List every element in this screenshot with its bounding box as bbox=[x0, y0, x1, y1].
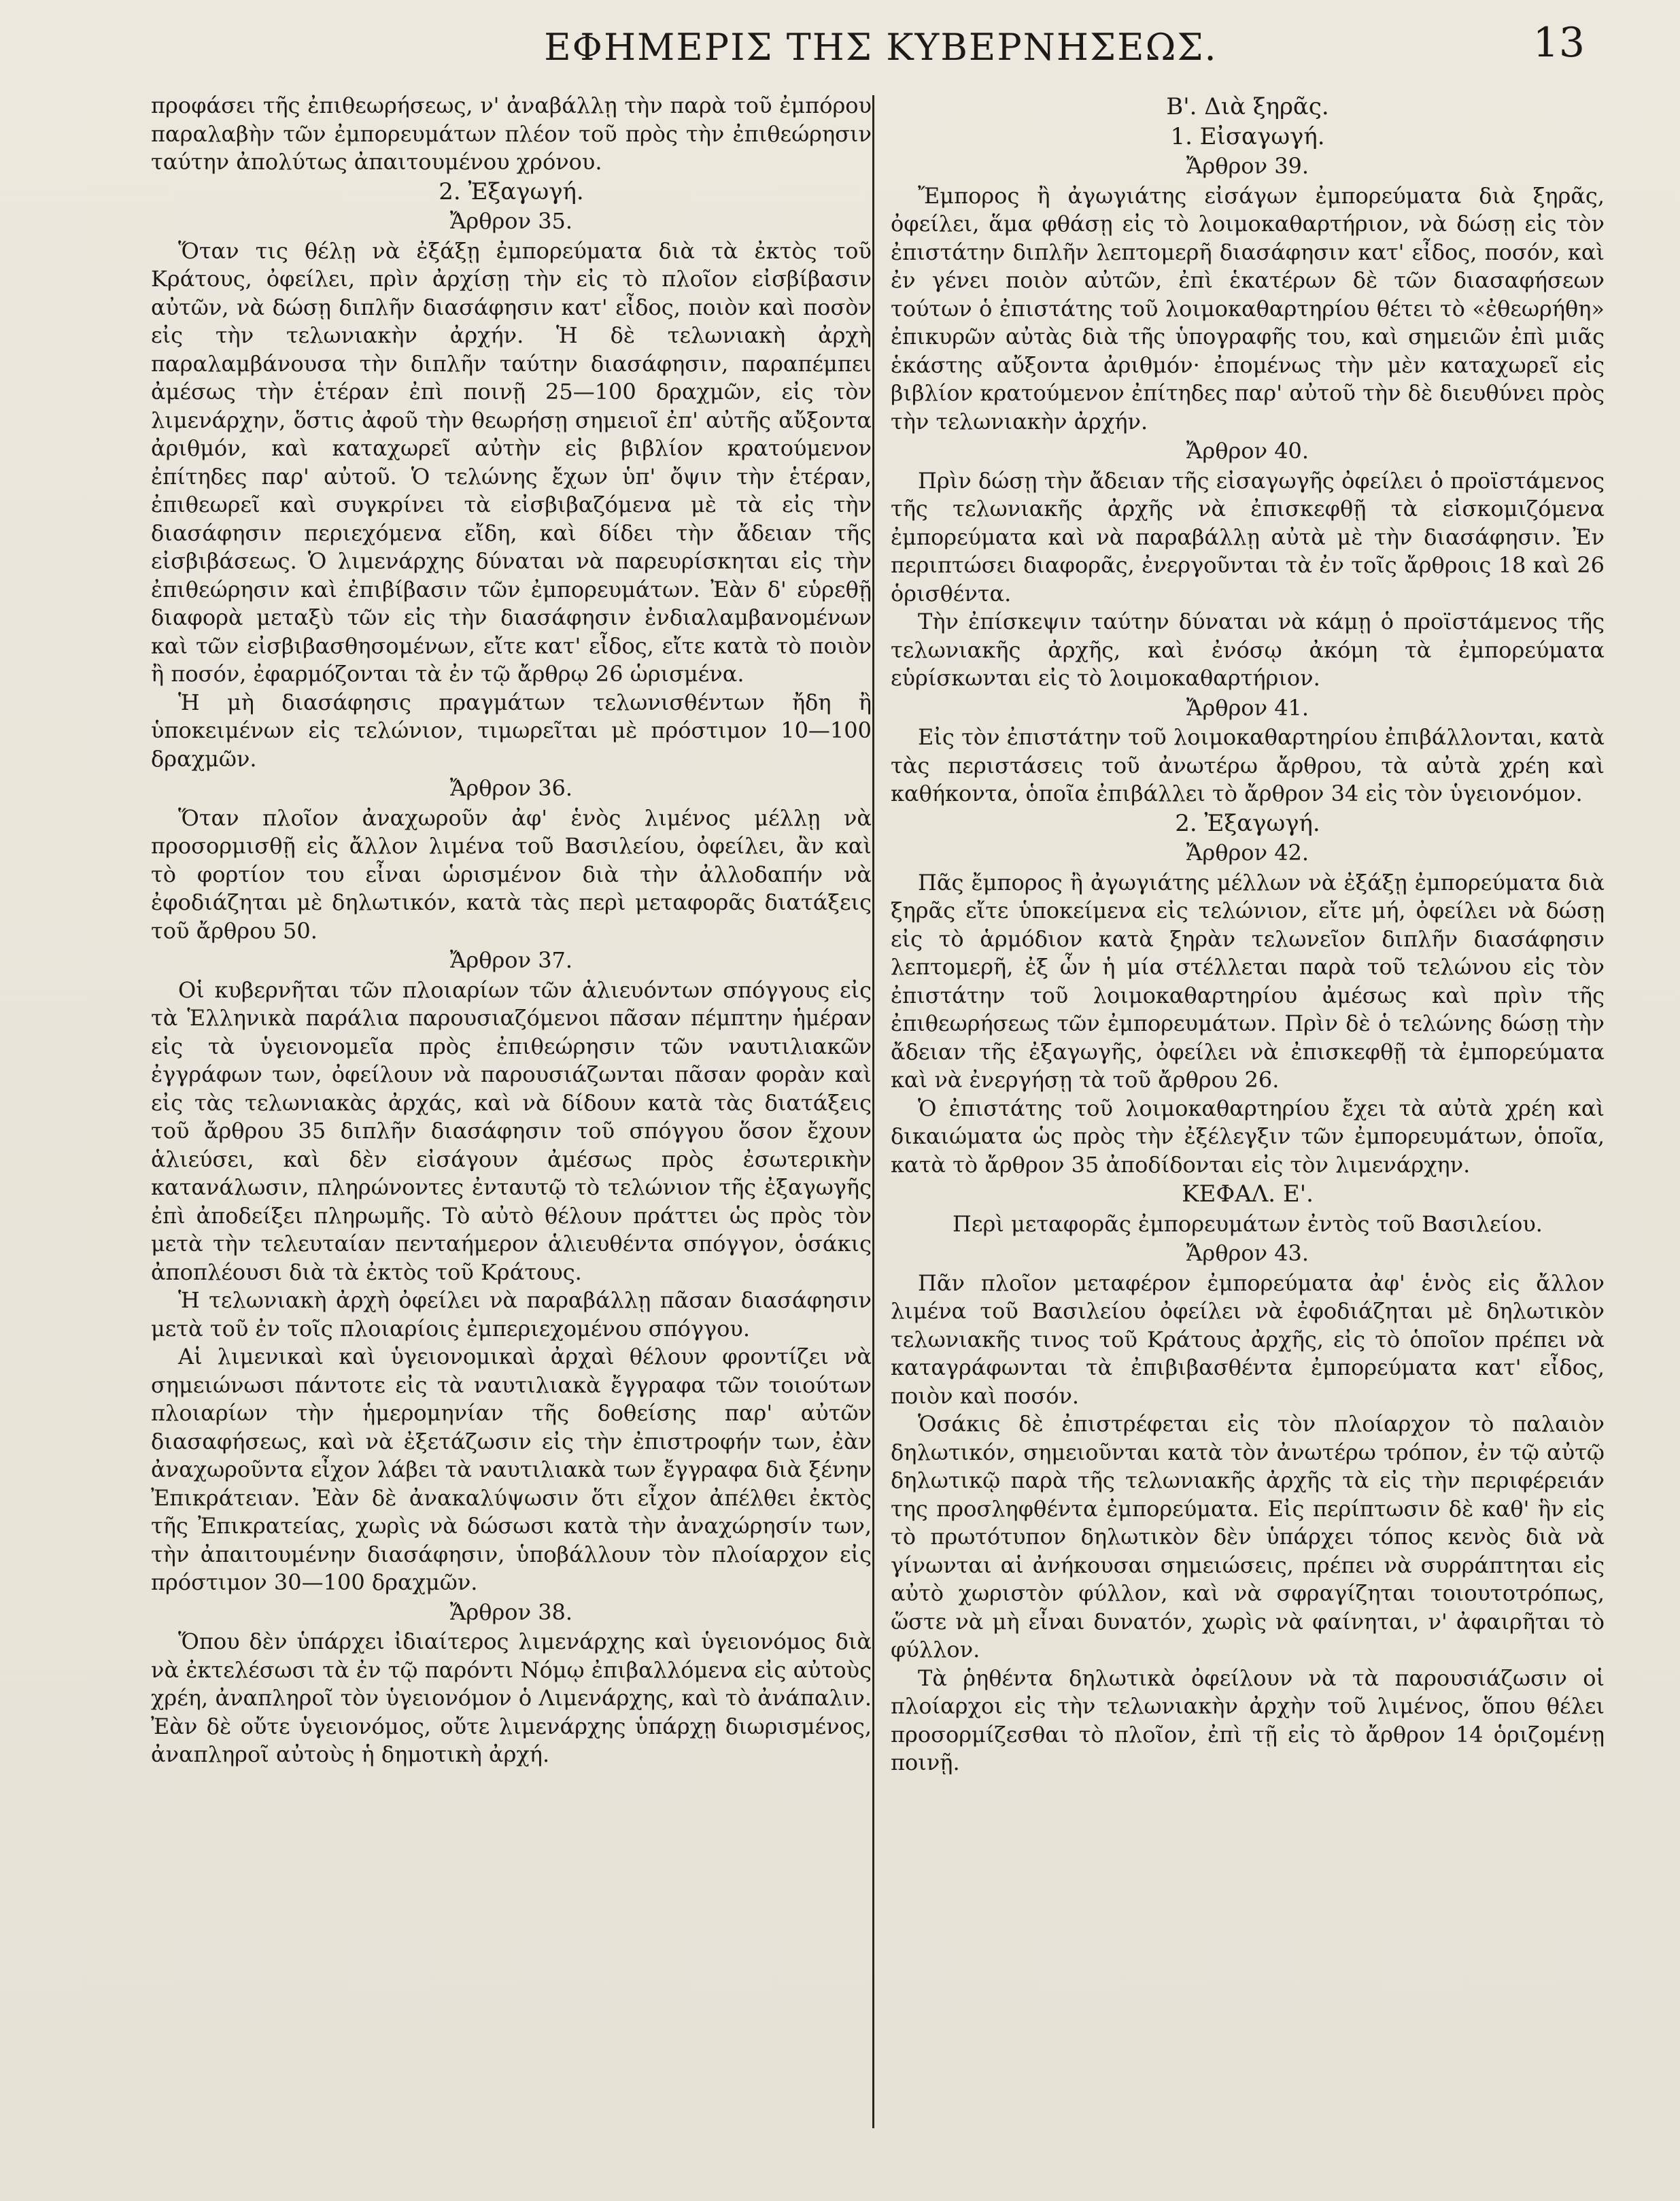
article-heading-39: Ἄρθρον 39. bbox=[1186, 153, 1309, 179]
paragraph: Πᾶς ἔμπορος ἢ ἀγωγιάτης μέλλων νὰ ἐξάξῃ ἐμπορεύματα διὰ ξηρᾶς εἴτε ὑποκείμενα εἰς τελώνιον, εἴτε μή, ὀφείλει νὰ δώσῃ εἰς τὸ ἁρμόδιον κατὰ ξηρὰν τελωνεῖον διπλῆν διασάφησιν λεπτομερῆ, ἐξ ὧν ἡ μία στέλλεται παρὰ τοῦ τελώνου εἰς τὸν ἐπιστάτην τοῦ λοιμοκαθαρτηρίου ἀμέσως καὶ πρὶν τῆς ἐπιθεωρήσεως τῶν ἐμπορευμάτων. Πρὶν δὲ ὁ τελώνης δώσῃ τὴν ἄδειαν τῆς ἐξαγωγῆς, ὀφείλει νὰ ἐπισκεφθῇ τὰ ἐμπορεύματα καὶ νὰ ἐνεργήσῃ τὰ τοῦ ἄρθρου 26. bbox=[891, 869, 1605, 1093]
page-header bbox=[136, 19, 1626, 80]
subsection-heading: 1. Εἰσαγωγή. bbox=[1170, 122, 1325, 150]
article-heading-42: Ἄρθρον 42. bbox=[1186, 840, 1309, 866]
section-heading: Β'. Διὰ ξηρᾶς. bbox=[1166, 93, 1329, 120]
paragraph: Πᾶν πλοῖον μεταφέρον ἐμπορεύματα ἀφ' ἑνὸς εἰς ἄλλον λιμένα τοῦ Βασιλείου ὀφείλει νὰ ἐφοδιάζηται μὲ δηλωτικὸν τελωνιακῆς τινος τοῦ Κράτους ἀρχῆς, εἰς τὸ ὁποῖον πρέπει νὰ καταγράφωνται τὰ ἐπιβιβασθέντα ἐμπορεύματα κατ' εἶδος, ποιὸν καὶ ποσόν. bbox=[891, 1269, 1605, 1409]
right-column bbox=[891, 92, 1605, 1777]
column-divider bbox=[872, 95, 874, 2128]
page-number: 13 bbox=[1532, 19, 1585, 67]
left-column bbox=[151, 92, 872, 1769]
newspaper-title: ΕΦΗΜΕΡΙΣ ΤΗΣ ΚΥΒΕΡΝΗΣΕΩΣ. bbox=[544, 26, 1218, 69]
paragraph: Ὅπου δὲν ὑπάρχει ἰδιαίτερος λιμενάρχης καὶ ὑγειονόμος διὰ νὰ ἐκτελέσωσι τὰ ἐν τῷ παρόντι Νόμῳ ἐπιβαλλόμενα εἰς αὐτοὺς χρέη, ἀναπληροῖ τὸν ὑγειονόμον ὁ Λιμενάρχης, καὶ τὸ ἀνάπαλιν. Ἐὰν δὲ οὔτε ὑγειονόμος, οὔτε λιμενάρχης ὑπάρχῃ διωρισμένος, ἀναπληροῖ αὐτοὺς ἡ δημοτικὴ ἀρχή. bbox=[151, 1628, 872, 1767]
article-heading-41: Ἄρθρον 41. bbox=[1186, 694, 1309, 721]
article-heading-35: Ἄρθρον 35. bbox=[449, 208, 573, 234]
subsection-heading: 2. Ἐξαγωγή. bbox=[1175, 809, 1320, 837]
paragraph: Οἱ κυβερνῆται τῶν πλοιαρίων τῶν ἁλιευόντων σπόγγους εἰς τὰ Ἑλληνικὰ παράλια παρουσιαζόμενοι πᾶσαν πέμπτην ἡμέραν εἰς τὰ ὑγειονομεῖα πρὸς ἐπιθεώρησιν τῶν ναυτιλιακῶν ἐγγράφων των, ὀφείλουν νὰ παρουσιάζωνται πᾶσαν φορὰν καὶ εἰς τὰς τελωνιακὰς ἀρχάς, καὶ νὰ δίδουν κατὰ τὰς διατάξεις τοῦ ἄρθρου 35 διπλῆν διασάφησιν τοῦ σπόγγου ὅσον ἔχουν ἁλιεύσει, καὶ δὲν εἰσάγουν ἀμέσως πρὸς ἐσωτερικὴν κατανάλωσιν, πληρώνοντες ἐνταυτῷ τὸ τελώνιον τῆς ἐξαγωγῆς ἐπὶ ἀποδείξει πληρωμῆς. Τὸ αὐτὸ θέλουν πράττει ὡς πρὸς τὸν μετὰ τὴν τελευταίαν πενταήμερον ἁλιευθέντα σπόγγον, ὁσάκις ἀποπλέουσι διὰ τὰ ἐκτὸς τοῦ Κράτους. bbox=[151, 976, 872, 1285]
chapter-heading: ΚΕΦΑΛ. Ε'. bbox=[1182, 1180, 1314, 1208]
paragraph: προφάσει τῆς ἐπιθεωρήσεως, ν' ἀναβάλλῃ τὴν παρὰ τοῦ ἐμπόρου παραλαβὴν τῶν ἐμπορευμάτων πλέον τοῦ πρὸς τὴν ἐπιθεώρησιν ταύτην ἀπολύτως ἀπαιτουμένου χρόνου. bbox=[151, 92, 872, 175]
paragraph: Ὁσάκις δὲ ἐπιστρέφεται εἰς τὸν πλοίαρχον τὸ παλαιὸν δηλωτικόν, σημειοῦνται κατὰ τὸν ἀνωτέρω τρόπον, ἐν τῷ αὐτῷ δηλωτικῷ παρὰ τῆς τελωνιακῆς ἀρχῆς τὰ εἰς τὴν περιφέρειάν της προσληφθέντα ἐμπορεύματα. Εἰς περίπτωσιν δὲ καθ' ἣν εἰς τὸ πρωτότυπον δηλωτικὸν δὲν ὑπάρχει τόπος κενὸς διὰ νὰ γίνωνται αἱ ἀνήκουσαι σημειώσεις, πρέπει νὰ συρράπτηται εἰς αὐτὸ χωριστὸν φύλλον, καὶ νὰ σφραγίζηται τοιουτοτρόπως, ὥστε νὰ μὴ εἶναι δυνατόν, χωρὶς νὰ φαίνηται, ν' ἀφαιρῆται τὸ φύλλον. bbox=[891, 1411, 1605, 1662]
paragraph: Ὁ ἐπιστάτης τοῦ λοιμοκαθαρτηρίου ἔχει τὰ αὐτὰ χρέη καὶ δικαιώματα ὡς πρὸς τὴν ἐξέλεγξιν τῶν ἐμπορευμάτων, ὁποῖα, κατὰ τὸ ἄρθρον 35 ἀποδίδονται εἰς τὸν λιμενάρχην. bbox=[891, 1095, 1605, 1178]
paragraph: Ἡ μὴ διασάφησις πραγμάτων τελωνισθέντων ἤδη ἢ ὑποκειμένων εἰς τελώνιον, τιμωρεῖται μὲ πρόστιμον 10—100 δραχμῶν. bbox=[151, 689, 872, 772]
paragraph: Ὅταν πλοῖον ἀναχωροῦν ἀφ' ἑνὸς λιμένος μέλλῃ νὰ προσορμισθῇ εἰς ἄλλον λιμένα τοῦ Βασιλείου, ὀφείλει, ἂν καὶ τὸ φορτίον του εἶναι ὡρισμένον διὰ τὴν ἀλλοδαπήν νὰ ἐφοδιάζηται μὲ δηλωτικόν, κατὰ τὰς περὶ μεταφορᾶς διατάξεις τοῦ ἄρθρου 50. bbox=[151, 804, 872, 944]
article-heading-36: Ἄρθρον 36. bbox=[449, 775, 573, 801]
chapter-title: Περὶ μεταφορᾶς ἐμπορευμάτων ἐντὸς τοῦ Βασιλείου. bbox=[953, 1210, 1543, 1237]
article-heading-38: Ἄρθρον 38. bbox=[449, 1599, 573, 1625]
paragraph: Ὅταν τις θέλῃ νὰ ἐξάξῃ ἐμπορεύματα διὰ τὰ ἐκτὸς τοῦ Κράτους, ὀφείλει, πρὶν ἀρχίσῃ τὴν εἰς τὸ πλοῖον εἰσβίβασιν αὐτῶν, νὰ δώσῃ διπλῆν διασάφησιν κατ' εἶδος, ποιὸν καὶ ποσὸν εἰς τὴν τελωνιακὴν ἀρχήν. Ἡ δὲ τελωνιακὴ ἀρχὴ παραλαμβάνουσα τὴν διπλῆν ταύτην διασάφησιν, παραπέμπει ἀμέσως τὴν ἑτέραν ἐπὶ ποινῇ 25—100 δραχμῶν, εἰς τὸν λιμενάρχην, ὅστις ἀφοῦ τὴν θεωρήσῃ σημειοῖ ἐπ' αὐτῆς αὔξοντα ἀριθμόν, καὶ καταχωρεῖ αὐτὴν εἰς βιβλίον κρατούμενον ἐπίτηδες παρ' αὐτοῦ. Ὁ τελώνης ἔχων ὑπ' ὄψιν τὴν ἑτέραν, ἐπιθεωρεῖ καὶ συγκρίνει τὰ εἰσβιβαζόμενα μὲ τὰ εἰς τὴν διασάφησιν περιεχόμενα εἴδη, καὶ δίδει τὴν ἄδειαν τῆς εἰσβιβάσεως. Ὁ λιμενάρχης δύναται νὰ παρευρίσκηται εἰς τὴν ἐπιθεώρησιν καὶ ἐπιβίβασιν τῶν ἐμπορευμάτων. Ἐὰν δ' εὑρεθῇ διαφορὰ μεταξὺ τῶν εἰς τὴν διασάφησιν ἐνδιαλαμβανομένων καὶ τῶν εἰσβιβασθησομένων, εἴτε κατ' εἶδος, εἴτε κατὰ τὸ ποιὸν ἢ ποσόν, ἐφαρμόζονται τὰ ἐν τῷ ἄρθρῳ 26 ὡρισμένα. bbox=[151, 237, 872, 687]
paragraph: Πρὶν δώσῃ τὴν ἄδειαν τῆς εἰσαγωγῆς ὀφείλει ὁ προϊστάμενος τῆς τελωνιακῆς ἀρχῆς νὰ ἐπισκεφθῇ τὰ εἰσκομιζόμενα ἐμπορεύματα καὶ νὰ παραβάλλῃ αὐτὰ μὲ τὴν διασάφησιν. Ἐν περιπτώσει διαφορᾶς, ἐνεργοῦνται τὰ ἐν τοῖς ἄρθροις 18 καὶ 26 ὁρισθέντα. bbox=[891, 467, 1605, 607]
article-heading-43: Ἄρθρον 43. bbox=[1186, 1240, 1309, 1266]
article-heading-37: Ἄρθρον 37. bbox=[449, 947, 573, 973]
paragraph: Τὰ ῥηθέντα δηλωτικὰ ὀφείλουν νὰ τὰ παρουσιάζωσιν οἱ πλοίαρχοι εἰς τὴν τελωνιακὴν ἀρχὴν τοῦ λιμένος, ὅπου θέλει προσορμίζεσθαι τὸ πλοῖον, ἐπὶ τῇ εἰς τὸ ἄρθρον 14 ὁριζομένῃ ποινῇ. bbox=[891, 1665, 1605, 1775]
article-heading-40: Ἄρθρον 40. bbox=[1186, 438, 1309, 464]
paragraph: Εἰς τὸν ἐπιστάτην τοῦ λοιμοκαθαρτηρίου ἐπιβάλλονται, κατὰ τὰς περιστάσεις τοῦ ἀνωτέρω ἄρθρου, τὰ αὐτὰ χρέη καὶ καθήκοντα, ὁποῖα ἐπιβάλλει τὸ ἄρθρον 34 εἰς τὸν ὑγειονόμον. bbox=[891, 724, 1605, 806]
paragraph: Αἱ λιμενικαὶ καὶ ὑγειονομικαὶ ἀρχαὶ θέλουν φροντίζει νὰ σημειώνωσι πάντοτε εἰς τὰ ναυτιλιακὰ ἔγγραφα τῶν τοιούτων πλοιαρίων τὴν ἡμερομηνίαν τῆς δοθείσης παρ' αὐτῶν διασαφήσεως, καὶ νὰ ἐξετάζωσιν εἰς τὴν ἐπιστροφήν των, ἐὰν ἀναχωροῦντα εἶχον λάβει τὰ ναυτιλιακὰ των ἔγγραφα διὰ ξένην Ἐπικράτειαν. Ἐὰν δὲ ἀνακαλύψωσιν ὅτι εἶχον ἀπέλθει ἐκτὸς τῆς Ἐπικρατείας, χωρὶς νὰ δώσωσι κατὰ τὴν ἀναχώρησίν των, τὴν ἀπαιτουμένην διασάφησιν, ὑποβάλλουν τὸν πλοίαρχον εἰς πρόστιμον 30—100 δραχμῶν. bbox=[151, 1344, 872, 1595]
section-heading: 2. Ἐξαγωγή. bbox=[439, 177, 584, 205]
paragraph: Τὴν ἐπίσκεψιν ταύτην δύναται νὰ κάμῃ ὁ προϊστάμενος τῆς τελωνιακῆς ἀρχῆς, καὶ ἐνόσῳ ἀκόμη τὰ ἐμπορεύματα εὑρίσκωνται εἰς τὸ λοιμοκαθαρτήριον. bbox=[891, 609, 1605, 691]
paragraph: Ἡ τελωνιακὴ ἀρχὴ ὀφείλει νὰ παραβάλλῃ πᾶσαν διασάφησιν μετὰ τοῦ ἐν τοῖς πλοιαρίοις ἐμπεριεχομένου σπόγγου. bbox=[151, 1287, 872, 1342]
paragraph: Ἔμπορος ἢ ἀγωγιάτης εἰσάγων ἐμπορεύματα διὰ ξηρᾶς, ὀφείλει, ἅμα φθάσῃ εἰς τὸ λοιμοκαθαρτήριον, νὰ δώσῃ εἰς τὸν ἐπιστάτην διπλῆν λεπτομερῆ διασάφησιν κατ' εἶδος, ποσόν, καὶ ἐν γένει ποιὸν αὐτῶν, ἐπὶ ἑκατέρων δὲ τῶν διασαφήσεων τούτων ὁ ἐπιστάτης τοῦ λοιμοκαθαρτηρίου θέτει τὸ «ἐθεωρήθη» ἐπικυρῶν αὐτὰς διὰ τῆς ὑπογραφῆς του, καὶ σημειῶν ἐπὶ μιᾶς ἑκάστης αὔξοντα ἀριθμόν· ἐπομένως τὴν μὲν καταχωρεῖ εἰς βιβλίον κρατούμενον ἐπίτηδες παρ' αὐτοῦ τὴν δὲ διευθύνει πρὸς τὴν τελωνιακὴν ἀρχήν. bbox=[891, 182, 1605, 434]
